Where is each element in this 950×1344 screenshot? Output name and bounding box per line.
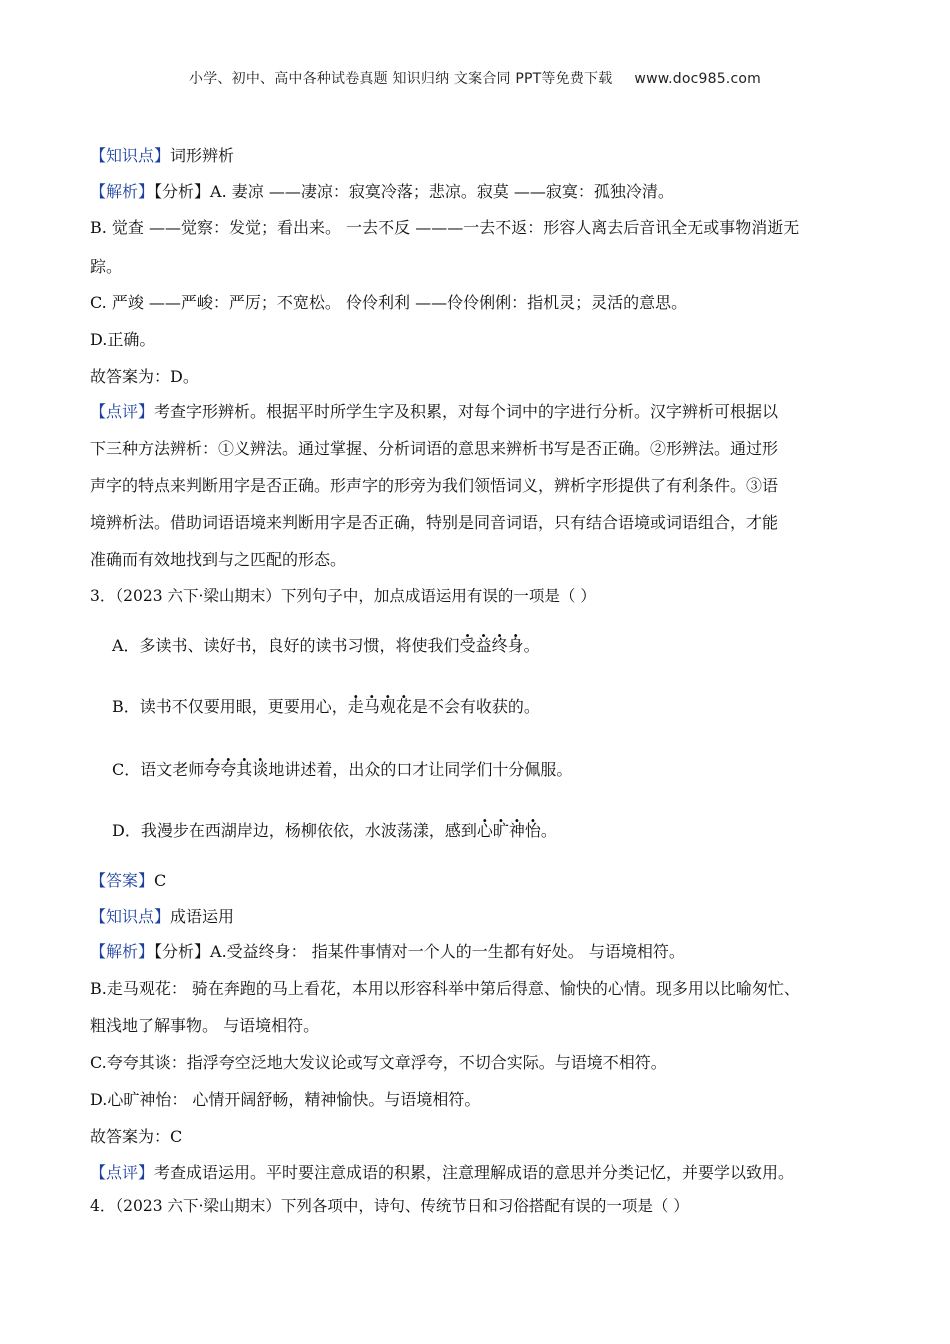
q2-knowledge-tag: 【知识点】 bbox=[90, 146, 171, 165]
q2-analysis-line-2: 踪。 bbox=[90, 257, 123, 276]
dotted-char: 马 bbox=[363, 697, 380, 716]
q2-comment-line-3: 境辨析法。借助词语语境来判断用字是否正确，特别是同音词语，只有结合语境或词语组合，才能 bbox=[90, 513, 779, 532]
dotted-char: 神 bbox=[508, 821, 525, 840]
q3-knowledge-line bbox=[90, 907, 870, 927]
q3-analysis-line-0 bbox=[90, 942, 870, 962]
q2-comment-line-0 bbox=[90, 402, 870, 422]
q3-analysis-text: 【分析】A.受益终身： 指某件事情对一个人的一生都有好处。 与语境相符。 bbox=[154, 942, 685, 961]
q3-answer-line bbox=[90, 871, 870, 891]
dotted-char: 夸 bbox=[220, 760, 237, 779]
q3-option-c-before: C．语文老师 bbox=[112, 760, 205, 779]
q3-analysis-line-3: C.夸夸其谈：指浮夸空泛地大发议论或写文章浮夸，不切合实际。与语境不相符。 bbox=[90, 1053, 667, 1072]
q4-stem: 4．（2023 六下·梁山期末）下列各项中，诗句、传统节日和习俗搭配有误的一项是（ ） bbox=[90, 1197, 689, 1215]
dotted-char: 受 bbox=[459, 636, 476, 655]
q2-analysis-line-3: C. 严竣 ——严峻：严厉；不宽松。 伶伶利利 ——伶伶俐俐：指机灵；灵活的意思。 bbox=[90, 293, 688, 312]
page-header bbox=[0, 68, 950, 88]
q3-comment-tag: 【点评】 bbox=[90, 1163, 155, 1182]
dotted-char: 走 bbox=[347, 697, 364, 716]
q3-knowledge: 成语运用 bbox=[170, 907, 235, 926]
q3-answer-tag: 【答案】 bbox=[90, 871, 155, 890]
dotted-char: 观 bbox=[379, 697, 396, 716]
q3-option-a-before: A．多读书、读好书，良好的读书习惯，将使我们 bbox=[112, 636, 460, 655]
q3-knowledge-tag: 【知识点】 bbox=[90, 907, 171, 926]
q3-option-b bbox=[112, 697, 892, 717]
dotted-char: 花 bbox=[395, 697, 412, 716]
q3-option-d bbox=[112, 821, 892, 841]
q3-comment-line-0 bbox=[90, 1163, 870, 1183]
q2-comment-line-2: 声字的特点来判断用字是否正确。形声字的形旁为我们领悟词义，辨析字形提供了有利条件。③语 bbox=[90, 476, 779, 495]
dotted-char: 旷 bbox=[492, 821, 509, 840]
dotted-char: 谈 bbox=[252, 760, 269, 779]
q3-analysis-tag: 【解析】 bbox=[90, 942, 155, 961]
q2-analysis-line-4: D.正确。 bbox=[90, 330, 156, 349]
q2-comment-line-1: 下三种方法辨析：①义辨法。通过掌握、分析词语的意思来辨析书写是否正确。②形辨法。通过形 bbox=[90, 439, 779, 458]
q3-analysis-line-2: 粗浅地了解事物。 与语境相符。 bbox=[90, 1016, 320, 1035]
q3-option-d-after: 。 bbox=[540, 821, 557, 840]
q3-option-c bbox=[112, 760, 892, 780]
q3-analysis-line-5: 故答案为：C bbox=[90, 1127, 183, 1146]
header-url[interactable]: www.doc985.com bbox=[634, 71, 761, 87]
q3-analysis-line-1: B.走马观花： 骑在奔跑的马上看花，本用以形容科举中第后得意、愉快的心情。现多用以比喻匆忙、 bbox=[90, 979, 800, 998]
dotted-char: 终 bbox=[491, 636, 508, 655]
q2-analysis-line-5: 故答案为：D。 bbox=[90, 367, 199, 386]
q3-option-a-after: 。 bbox=[523, 636, 540, 655]
q3-comment-text: 考查成语运用。平时要注意成语的积累，注意理解成语的意思并分类记忆，并要学以致用。 bbox=[154, 1163, 795, 1182]
dotted-char: 怡 bbox=[524, 821, 541, 840]
dotted-char: 其 bbox=[236, 760, 253, 779]
dotted-char: 益 bbox=[475, 636, 492, 655]
q2-analysis-text: 【分析】A. 妻凉 ——凄凉：寂寞冷落；悲凉。寂莫 ——寂寞：孤独冷清。 bbox=[154, 182, 674, 201]
q2-analysis-line-0 bbox=[90, 182, 870, 202]
q2-knowledge-line bbox=[90, 146, 870, 166]
q2-analysis-line-1: B. 觉查 ——觉察：发觉；看出来。 一去不反 ———一去不返：形容人离去后音讯全无或事物消逝无 bbox=[90, 218, 800, 237]
q3-answer: C bbox=[154, 871, 167, 890]
header-site-text: 小学、初中、高中各种试卷真题 知识归纳 文案合同 PPT等免费下载 bbox=[189, 71, 613, 87]
q2-analysis-tag: 【解析】 bbox=[90, 182, 155, 201]
q2-comment-tag: 【点评】 bbox=[90, 402, 155, 421]
q3-option-d-before: D．我漫步在西湖岸边，杨柳依依，水波荡漾，感到 bbox=[112, 821, 477, 840]
q3-option-b-after: 是不会有收获的。 bbox=[411, 697, 540, 716]
q3-analysis-line-4: D.心旷神怡： 心情开阔舒畅，精神愉快。与语境相符。 bbox=[90, 1090, 481, 1109]
q3-option-a bbox=[112, 636, 892, 656]
q3-option-c-after: 地讲述着，出众的口才让同学们十分佩服。 bbox=[268, 760, 573, 779]
q3-option-b-before: B．读书不仅要用眼，更要用心， bbox=[112, 697, 348, 716]
q2-comment-text: 考查字形辨析。根据平时所学生字及积累，对每个词中的字进行分析。汉字辨析可根据以 bbox=[154, 402, 779, 421]
q2-comment-line-4: 准确而有效地找到与之匹配的形态。 bbox=[90, 550, 347, 569]
q3-stem: 3．（2023 六下·梁山期末）下列句子中，加点成语运用有误的一项是（ ） bbox=[90, 587, 596, 605]
dotted-char: 身 bbox=[507, 636, 524, 655]
dotted-char: 夸 bbox=[204, 760, 221, 779]
dotted-char: 心 bbox=[476, 821, 493, 840]
q2-knowledge: 词形辨析 bbox=[170, 146, 235, 165]
